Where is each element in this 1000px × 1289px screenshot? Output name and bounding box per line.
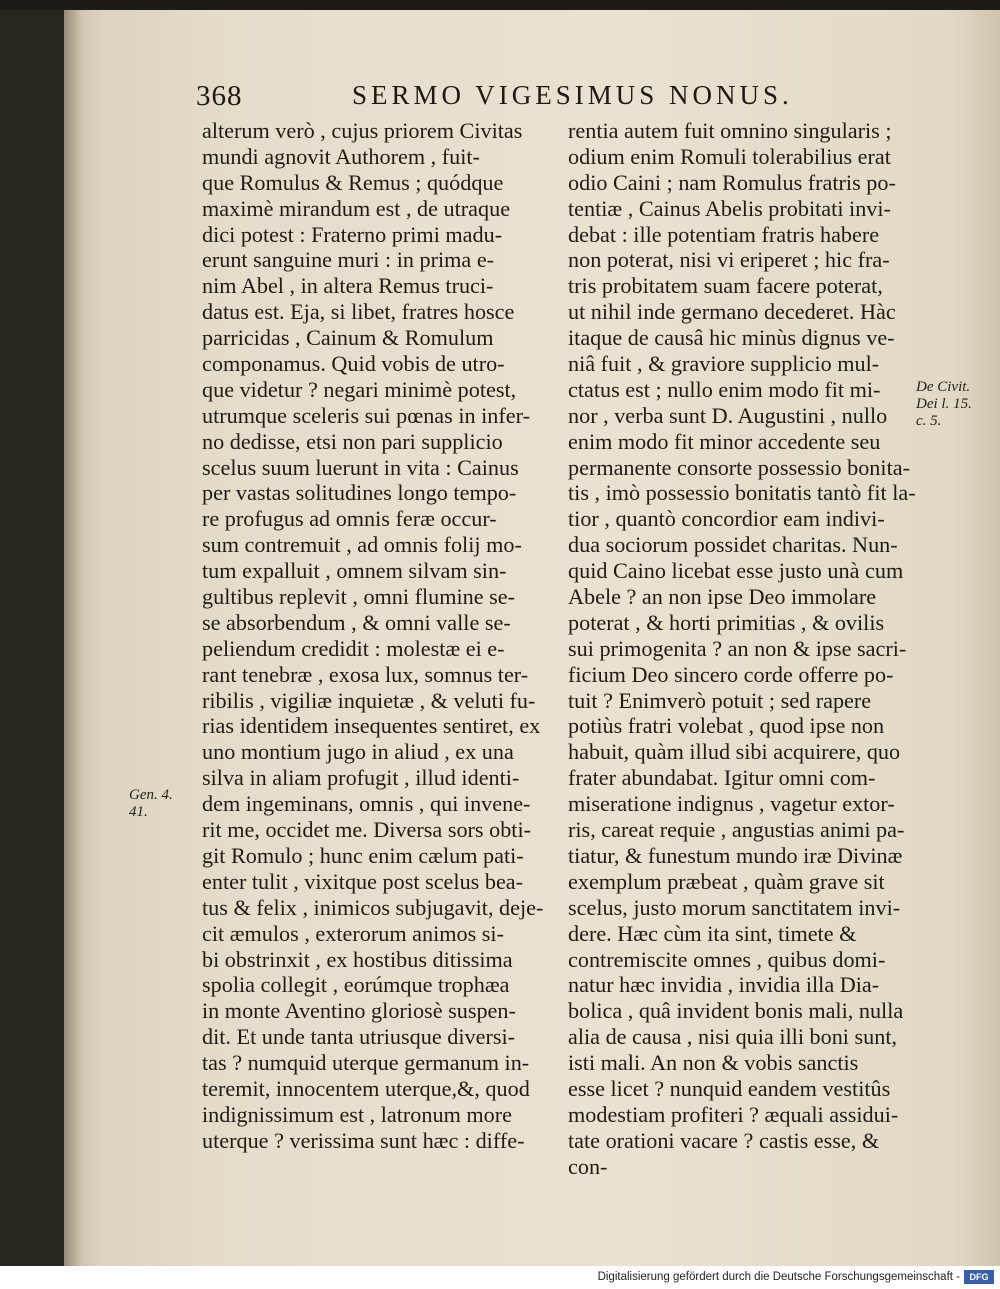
text-line: non poterat, nisi vi eriperet ; hic fra- [568, 247, 890, 273]
text-line: peliendum credidit : molestæ ei e- [202, 635, 505, 661]
text-line: habuit, quàm illud sibi acquirere, quo [568, 739, 901, 765]
text-line: dem ingeminans, omnis , qui invene- [202, 791, 531, 817]
text-line: rentia autem fuit omnino singularis ; [568, 118, 892, 143]
margin-note-line: De Civit. [916, 379, 971, 395]
text-line: ribilis , vigiliæ inquietæ , & veluti fu- [202, 687, 536, 713]
text-line: alia de causa , nisi quia illi boni sunt, [568, 1024, 898, 1050]
text-line: modestiam profiteri ? æquali assidui- [568, 1101, 899, 1127]
margin-note-line: Dei l. 15. [916, 396, 972, 412]
page-number: 368 [196, 80, 243, 112]
margin-note-line: c. 5. [916, 413, 942, 429]
text-line: que videtur ? negari minimè potest, [202, 376, 517, 402]
text-line: que Romulus & Remus ; quódque [202, 169, 504, 195]
text-line: odium enim Romuli tolerabilius erat [568, 143, 891, 169]
text-line: miseratione indignus , vagetur extor- [568, 791, 895, 817]
text-line: sum contremuit , ad omnis folij mo- [202, 532, 522, 558]
text-line: bolica , quâ invident bonis mali, nulla [568, 998, 904, 1024]
text-line: erunt sanguine muri : in prima e- [202, 247, 495, 273]
text-line: sui primogenita ? an non & ipse sacri- [568, 635, 907, 661]
text-line: bi obstrinxit , ex hostibus ditissima [202, 946, 513, 972]
text-line: dici potest : Fraterno primi madu- [202, 221, 503, 247]
text-line: uno montium jugo in aliud , ex una [202, 739, 514, 765]
text-line: alterum verò , cujus priorem Civitas [202, 118, 523, 143]
text-line: componamus. Quid vobis de utro- [202, 351, 505, 377]
text-line: tior , quantò concordior eam indivi- [568, 506, 885, 532]
text-line: datus est. Eja, si libet, fratres hosce [202, 299, 515, 325]
text-line: rit me, occidet me. Diversa sors obti- [202, 817, 532, 843]
text-line: in monte Aventino gloriosè suspen- [202, 998, 516, 1024]
text-line: spolia collegit , eorúmque trophæa [202, 972, 510, 998]
text-line: permanente consorte possessio bonita- [568, 454, 910, 480]
text-line: enim modo fit minor accedente seu [568, 428, 881, 454]
funding-credit: Digitalisierung gefördert durch die Deutsche Forschungsgemeinschaft - [597, 1271, 960, 1283]
margin-note-right [916, 379, 972, 430]
text-line: maximè mirandum est , de utraque [202, 195, 511, 221]
text-line: ris, careat requie , angustias animi pa- [568, 817, 905, 843]
text-line: contremiscite omnes , quibus domi- [568, 946, 886, 972]
text-line: dit. Et unde tanta utriusque diversi- [202, 1024, 516, 1050]
text-line: per vastas solitudines longo tempo- [202, 480, 517, 506]
text-line: Abele ? an non ipse Deo immolare [568, 584, 877, 610]
text-line: con- [568, 1153, 608, 1179]
right-text-column [568, 118, 940, 1180]
text-line: tas ? numquid uterque germanum in- [202, 1050, 530, 1076]
margin-note-line: Gen. 4. [129, 787, 173, 803]
text-line: tate orationi vacare ? castis esse, & [568, 1127, 880, 1153]
page-header [196, 80, 966, 120]
text-line: debat : ille potentiam fratris habere [568, 221, 880, 247]
text-line: scelus, justo morum sanctitatem invi- [568, 894, 901, 920]
text-line: ficium Deo sincero corde offerre po- [568, 661, 894, 687]
text-line: indignissimum est , latronum more [202, 1101, 512, 1127]
text-line: frater abundabat. Igitur omni com- [568, 765, 876, 791]
text-line: git Romulo ; hunc enim cælum pati- [202, 842, 524, 868]
text-line: uterque ? verissima sunt hæc : diffe- [202, 1127, 525, 1153]
text-line: parricidas , Cainum & Romulum [202, 325, 494, 351]
text-line: tis , imò possessio bonitatis tantò fit la- [568, 480, 916, 506]
text-line: itaque de causâ hic minùs dignus ve- [568, 325, 895, 351]
text-line: esse licet ? nunquid eandem vestitûs [568, 1075, 891, 1101]
running-head: SERMO VIGESIMUS NONUS. [352, 80, 793, 110]
text-line: re profugus ad omnis feræ occur- [202, 506, 497, 532]
text-line: utrumque sceleris sui pœnas in infer- [202, 402, 530, 428]
text-line: potiùs fratri volebat , quod ipse non [568, 713, 885, 739]
footer-bar [0, 1266, 1000, 1289]
book-spine-shadow [0, 10, 64, 1266]
text-line: ut nihil inde germano decederet. Hàc [568, 299, 896, 325]
margin-note-line: 41. [129, 804, 148, 820]
text-line: niâ fuit , & graviore supplicio mul- [568, 351, 880, 377]
text-line: scelus suum luerunt in vita : Cainus [202, 454, 519, 480]
text-line: rias identidem insequentes sentiret, ex [202, 713, 541, 739]
dfg-logo: DFG [964, 1270, 994, 1284]
text-line: mundi agnovit Authorem , fuit- [202, 143, 480, 169]
text-line: dere. Hæc cùm ita sint, timete & [568, 920, 857, 946]
text-line: no dedisse, etsi non pari supplicio [202, 428, 503, 454]
text-line: tris probitatem suam facere poterat, [568, 273, 883, 299]
margin-note-left [129, 787, 173, 821]
text-line: teremit, innocentem uterque,&, quod [202, 1075, 530, 1101]
text-line: tum expalluit , omnem silvam sin- [202, 558, 507, 584]
text-line: tiatur, & funestum mundo iræ Divinæ [568, 842, 903, 868]
left-text-column [202, 118, 556, 1154]
text-line: nor , verba sunt D. Augustini , nullo [568, 402, 888, 428]
text-line: tus & felix , inimicos subjugavit, deje- [202, 894, 544, 920]
text-line: natur hæc invidia , invidia illa Dia- [568, 972, 880, 998]
text-line: enter tulit , vixitque post scelus bea- [202, 868, 524, 894]
text-line: poterat , & horti primitias , & ovilis [568, 609, 885, 635]
text-line: se absorbendum , & omni valle se- [202, 609, 511, 635]
text-line: nim Abel , in altera Remus truci- [202, 273, 494, 299]
text-line: ctatus est ; nullo enim modo fit mi- [568, 376, 881, 402]
text-line: tentiæ , Cainus Abelis probitati invi- [568, 195, 891, 221]
text-line: rant tenebræ , exosa lux, somnus ter- [202, 661, 529, 687]
text-line: silva in aliam profugit , illud identi- [202, 765, 520, 791]
text-line: odio Caini ; nam Romulus fratris po- [568, 169, 896, 195]
text-line: isti mali. An non & vobis sanctis [568, 1050, 859, 1076]
text-line: cit æmulos , exterorum animos si- [202, 920, 504, 946]
text-line: dua sociorum possidet charitas. Nun- [568, 532, 898, 558]
text-line: quid Caino licebat esse justo unà cum [568, 558, 904, 584]
text-line: exemplum præbeat , quàm grave sit [568, 868, 885, 894]
text-line: tuit ? Enimverò potuit ; sed rapere [568, 687, 872, 713]
text-line: gultibus replevit , omni flumine se- [202, 584, 516, 610]
